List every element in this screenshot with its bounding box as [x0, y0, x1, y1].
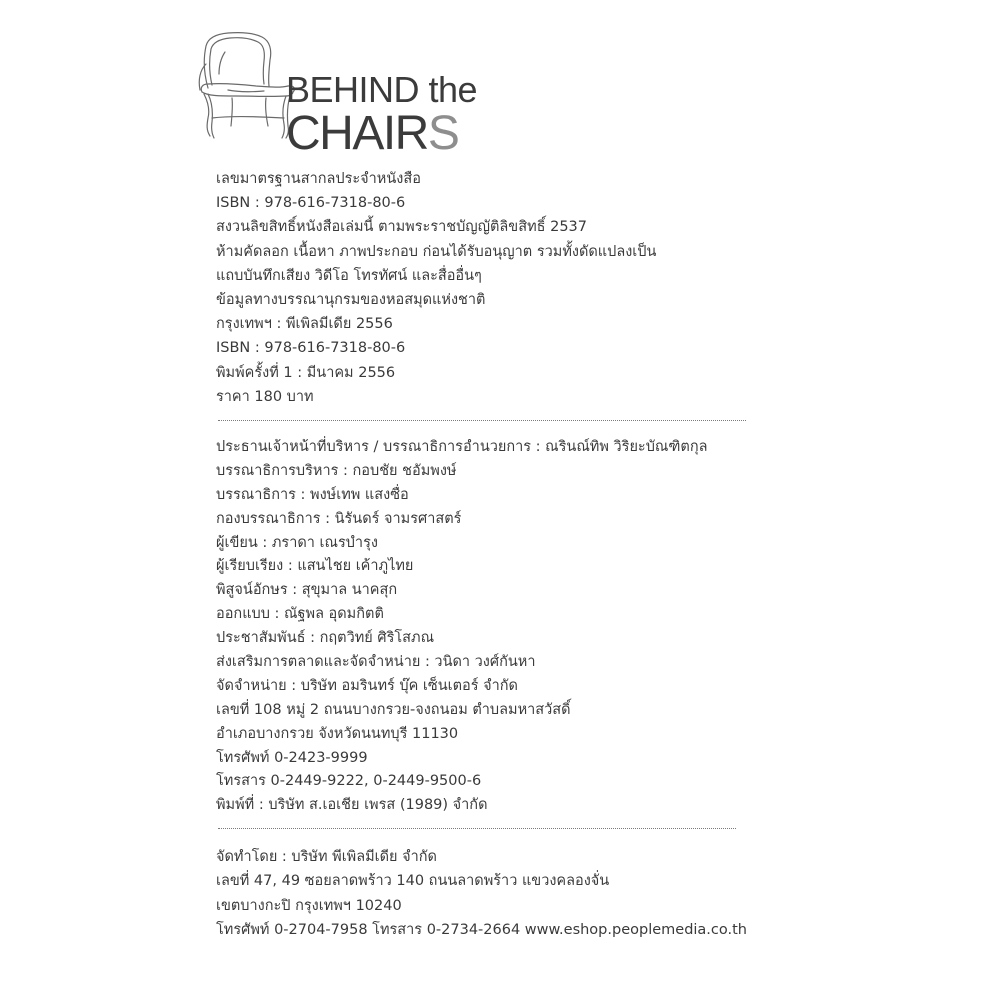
dotted-divider: [218, 420, 746, 421]
credit-compiler: ผู้เรียบเรียง : แสนไชย เค้าภูไทย: [216, 558, 414, 575]
producer-address: เลขที่ 47, 49 ซอยลาดพร้าว 140 ถนนลาดพร้าว แขวงคลองจั่น: [216, 873, 610, 890]
book-title-logo: [286, 69, 478, 160]
credit-ceo: ประธานเจ้าหน้าที่บริหาร / บรรณาธิการอำนวยการ : ณรินณ์ทิพ วิริยะบัณฑิตกุล: [216, 439, 708, 455]
distributor-line: จัดจำหน่าย : บริษัท อมรินทร์ บุ๊ค เซ็นเตอร์ จำกัด: [216, 677, 518, 694]
isbn-heading: เลขมาตรฐานสากลประจำหนังสือ: [216, 171, 421, 187]
producer-address-cont: เขตบางกะปิ กรุงเทพฯ 10240: [216, 897, 402, 914]
logo-accent-s: S: [427, 107, 459, 160]
logo-line-behind-the: BEHIND the: [286, 69, 478, 110]
copy-prohibition-cont: แถบบันทึกเสียง วิดีโอ โทรทัศน์ และสื่ออื่นๆ: [216, 267, 482, 284]
logo-line-chairs: [286, 107, 477, 160]
credit-marketing: ส่งเสริมการตลาดและจัดจำหน่าย : วนิดา วงศ์กันหา: [216, 654, 536, 671]
credit-designer: ออกแบบ : ณัฐพล อุดมกิตติ: [216, 606, 384, 623]
printer-line: พิมพ์ที่ : บริษัท ส.เอเชีย เพรส (1989) จำกัด: [216, 797, 488, 814]
price-line: ราคา 180 บาท: [216, 388, 314, 405]
credits-block: [216, 436, 708, 818]
credit-editor: บรรณาธิการ : พงษ์เทพ แสงซื่อ: [216, 486, 409, 503]
dotted-divider: [218, 828, 736, 829]
isbn-number: ISBN : 978-616-7318-80-6: [216, 195, 406, 212]
producer-contact: โทรศัพท์ 0-2704-7958 โทรสาร 0-2734-2664 www.eshop.peoplemedia.co.th: [216, 921, 747, 938]
book-logo: [198, 30, 478, 160]
isbn-number-2: ISBN : 978-616-7318-80-6: [216, 340, 406, 357]
publisher-contact-block: [216, 845, 747, 942]
publisher-line: กรุงเทพฯ : พีเพิลมีเดีย 2556: [216, 316, 393, 333]
distributor-fax: โทรสาร 0-2449-9222, 0-2449-9500-6: [216, 773, 482, 790]
producer-line: จัดทำโดย : บริษัท พีเพิลมีเดีย จำกัด: [216, 849, 437, 865]
copy-prohibition: ห้ามคัดลอก เนื้อหา ภาพประกอบ ก่อนได้รับอนุญาต รวมทั้งดัดแปลงเป็น: [216, 243, 657, 260]
isbn-copyright-block: [216, 167, 656, 409]
edition-line: พิมพ์ครั้งที่ 1 : มีนาคม 2556: [216, 364, 396, 381]
distributor-address-cont: อำเภอบางกรวย จังหวัดนนทบุรี 11130: [216, 725, 459, 742]
credit-pr: ประชาสัมพันธ์ : กฤตวิทย์ ศิริโสภณ: [216, 630, 435, 647]
cataloging-heading: ข้อมูลทางบรรณานุกรมของหอสมุดแห่งชาติ: [216, 291, 486, 308]
credit-editorial-staff: กองบรรณาธิการ : นิรันดร์ จามรศาสตร์: [216, 510, 462, 527]
credit-proofreader: พิสูจน์อักษร : สุขุมาล นาคสุก: [216, 582, 398, 599]
distributor-phone: โทรศัพท์ 0-2423-9999: [216, 749, 368, 766]
logo-chair-text: CHAIR: [286, 107, 428, 160]
copyright-notice: สงวนลิขสิทธิ์หนังสือเล่มนี้ ตามพระราชบัญญัติลิขสิทธิ์ 2537: [216, 219, 587, 236]
credit-executive-editor: บรรณาธิการบริหาร : กอบชัย ชอัมพงษ์: [216, 462, 457, 479]
distributor-address: เลขที่ 108 หมู่ 2 ถนนบางกรวย-จงถนอม ตำบลมหาสวัสดิ์: [216, 701, 571, 718]
credit-author: ผู้เขียน : ภราดา เณรบำรุง: [216, 534, 378, 551]
chair-illustration: [198, 30, 298, 142]
